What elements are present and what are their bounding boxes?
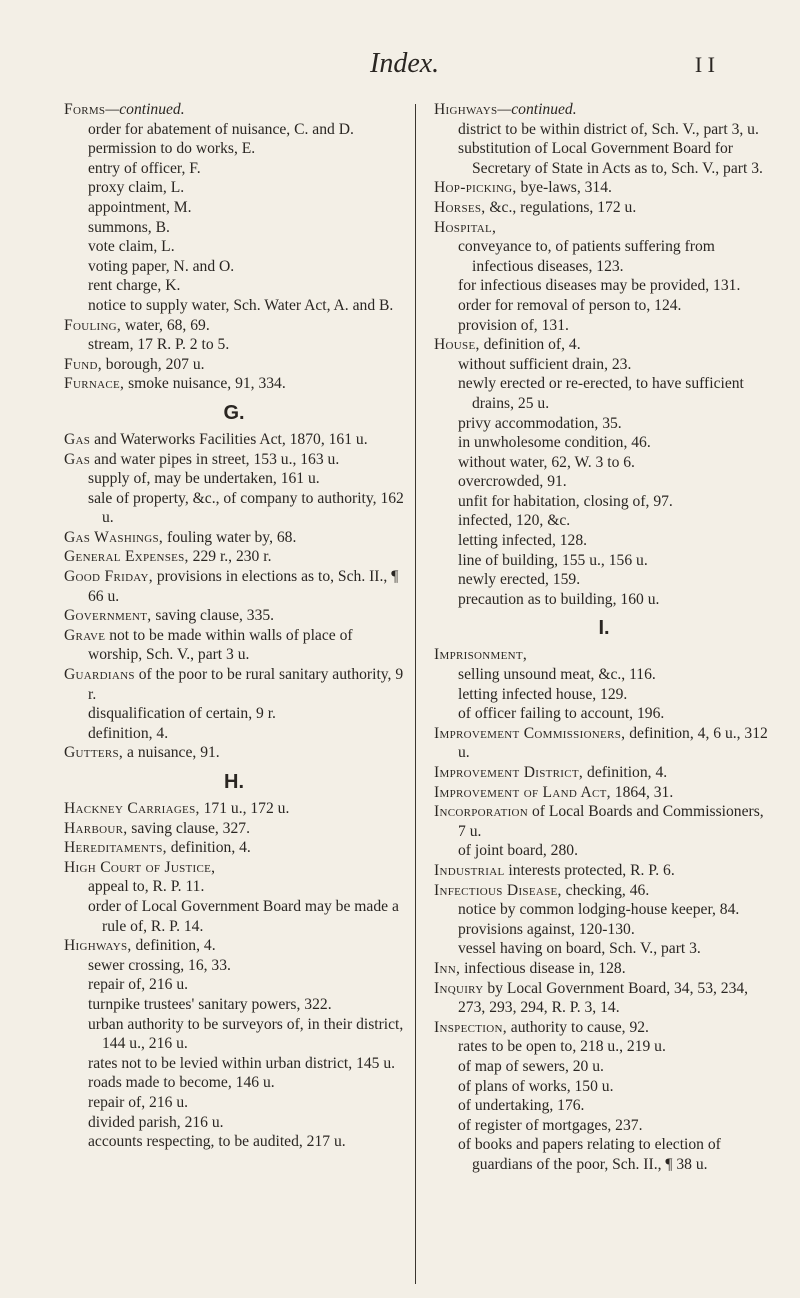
index-term: Hackney Carriages, [64, 800, 200, 817]
index-entry [434, 178, 774, 198]
index-subentry: voting paper, N. and O. [88, 257, 235, 275]
index-entry-text: and water pipes in street, 153 u., 163 u. [90, 450, 340, 468]
index-entry-text: saving clause, 335. [151, 607, 275, 625]
index-term: Guardians [64, 666, 135, 684]
index-term: Fund, [64, 355, 102, 373]
index-subentry: order for removal of person to, 124. [458, 296, 682, 314]
index-subentry: district to be within district of, Sch. V., part 3, u. [458, 120, 759, 138]
index-subentry: in unwholesome condition, 46. [458, 434, 651, 452]
index-subentry: divided parish, 216 u. [88, 1113, 224, 1131]
index-entry-text: authority to cause, 92. [506, 1018, 649, 1036]
index-subentry: newly erected or re-erected, to have sufficient drains, 25 u. [458, 375, 744, 412]
index-term: Grave [64, 626, 106, 644]
index-entry-text: definition, 4. [583, 764, 668, 781]
index-subentry: notice to supply water, Sch. Water Act, A. and B. [88, 296, 394, 314]
index-entry [64, 374, 404, 394]
index-subentry: appeal to, R. P. 11. [88, 878, 205, 896]
index-entry-text: interests protected, R. P. 6. [504, 861, 675, 879]
index-subentry: roads made to become, 146 u. [88, 1074, 275, 1092]
index-subentry: of books and papers relating to election of guardians of the poor, Sch. II., ¶ 38 u. [458, 1136, 721, 1173]
index-entry-text: not to be made within walls of place of worship, Sch. V., part 3 u. [88, 626, 353, 664]
index-entry [64, 743, 404, 763]
page-header [0, 48, 800, 88]
index-subentry: without sufficient drain, 23. [458, 355, 632, 373]
index-entry [434, 881, 774, 901]
index-entry [434, 861, 774, 881]
index-term: Horses, [434, 198, 486, 216]
index-term: Hospital, [434, 218, 497, 236]
index-entry-text: saving clause, 327. [127, 819, 250, 837]
index-subentry: turnpike trustees' sanitary powers, 322. [88, 995, 332, 1013]
index-entry-text: definition, 4, 6 u., 312 u. [458, 724, 768, 762]
index-subentry: repair of, 216 u. [88, 1093, 189, 1111]
index-entry-text: water, 68, 69. [121, 316, 210, 334]
index-entry-text: smoke nuisance, 91, 334. [124, 375, 286, 393]
index-term: Gutters, [64, 744, 124, 762]
index-entry [64, 528, 404, 548]
index-term: Improvement of Land Act, [434, 783, 611, 801]
index-subentry: definition, 4. [88, 724, 169, 742]
index-entry-text: 1864, 31. [610, 783, 674, 801]
index-subentry: provisions against, 120-130. [458, 920, 635, 938]
index-term: Inquiry [434, 979, 484, 997]
index-subentry: sale of property, &c., of company to authority, 162 u. [88, 489, 404, 527]
index-subentry: of joint board, 280. [458, 842, 578, 860]
index-term: Industrial [434, 861, 505, 879]
index-subentry: selling unsound meat, &c., 116. [458, 666, 656, 684]
index-subentry: of register of mortgages, 237. [458, 1116, 643, 1134]
index-entry-text: &c., regulations, 172 u. [485, 198, 637, 216]
index-entry-text: 229 r., 230 r. [188, 548, 272, 566]
index-entry [64, 665, 404, 704]
index-subentry: order of Local Government Board may be made a rule of, R. P. 14. [88, 897, 399, 935]
index-subentry: proxy claim, L. [88, 179, 185, 197]
index-entry [64, 838, 404, 858]
page-title: Index. [370, 48, 440, 79]
index-term: Inn, [434, 959, 461, 977]
index-entry [434, 783, 774, 803]
index-subentry: of officer failing to account, 196. [458, 705, 665, 723]
index-subentry: substitution of Local Government Board for Secretary of State in Acts as to, Sch. V., part 3. [458, 140, 763, 177]
index-entry [64, 567, 404, 606]
index-term: Imprisonment, [434, 646, 528, 664]
index-subentry: vote claim, L. [88, 238, 175, 256]
index-subentry: without water, 62, W. 3 to 6. [458, 453, 635, 471]
index-entry [434, 100, 774, 120]
continued-label: —continued. [497, 101, 577, 118]
index-subentry: order for abatement of nuisance, C. and D. [88, 120, 354, 138]
index-subentry: vessel having on board, Sch. V., part 3. [458, 940, 701, 958]
index-term: General Expenses, [64, 548, 189, 566]
index-entry [64, 316, 404, 336]
index-term: Gas [64, 450, 91, 468]
index-entry [434, 335, 774, 355]
index-subentry: accounts respecting, to be audited, 217 u. [88, 1133, 346, 1151]
index-subentry: sewer crossing, 16, 33. [88, 956, 231, 974]
index-subentry: rates to be open to, 218 u., 219 u. [458, 1038, 666, 1056]
index-subentry: notice by common lodging-house keeper, 84. [458, 901, 740, 919]
index-term: Fouling, [64, 316, 122, 334]
index-term: Highways [434, 101, 498, 118]
index-entry-text: by Local Government Board, 34, 53, 234, 273, 293, 294, R. P. 3, 14. [458, 979, 749, 1017]
index-term: Gas [64, 430, 91, 448]
index-subentry: supply of, may be undertaken, 161 u. [88, 470, 320, 488]
index-subentry: of map of sewers, 20 u. [458, 1057, 604, 1075]
index-entry-text: infectious disease in, 128. [460, 959, 626, 977]
index-entry-text: of the poor to be rural sanitary authority, 9 r. [88, 666, 404, 703]
index-entry [64, 799, 404, 819]
index-entry [64, 355, 404, 375]
index-subentry: provision of, 131. [458, 316, 569, 334]
index-subentry: letting infected house, 129. [458, 685, 628, 703]
index-entry [64, 547, 404, 567]
index-entry-text: definition, 4. [166, 839, 251, 857]
right-column [434, 100, 774, 1174]
section-letter: G. [223, 401, 245, 424]
index-entry [64, 819, 404, 839]
index-subentry: stream, 17 R. P. 2 to 5. [88, 336, 230, 354]
index-subentry: infected, 120, &c. [458, 512, 571, 530]
index-entry [434, 218, 774, 238]
index-term: High Court of Justice, [64, 858, 216, 876]
index-entry-text: bye-laws, 314. [516, 179, 612, 197]
index-subentry: of undertaking, 176. [458, 1097, 585, 1115]
section-letter: H. [224, 771, 244, 793]
index-entry [64, 100, 404, 120]
index-subentry: rates not to be levied within urban district, 145 u. [88, 1054, 396, 1072]
left-column [64, 100, 404, 1152]
index-entry [64, 606, 404, 626]
index-entry [434, 1018, 774, 1038]
index-entry [434, 724, 774, 763]
index-entry [64, 626, 404, 665]
index-term: Hop-picking, [434, 179, 517, 197]
index-subentry: overcrowded, 91. [458, 473, 567, 491]
index-entry-text: and Waterworks Facilities Act, 1870, 161 u. [90, 430, 368, 448]
index-entry-text: definition of, 4. [479, 336, 581, 354]
index-term: Incorporation [434, 803, 529, 821]
index-subentry: newly erected, 159. [458, 571, 581, 589]
index-subentry: urban authority to be surveyors of, in their district, 144 u., 216 u. [88, 1015, 404, 1053]
index-term: Infectious Disease, [434, 881, 562, 899]
index-entry-text: definition, 4. [131, 937, 216, 955]
index-entry-text: fouling water by, 68. [163, 528, 297, 546]
index-subentry: precaution as to building, 160 u. [458, 590, 660, 608]
index-entry [434, 979, 774, 1018]
index-entry [434, 198, 774, 218]
index-entry [434, 645, 774, 665]
index-subentry: line of building, 155 u., 156 u. [458, 551, 648, 569]
index-subentry: summons, B. [88, 218, 170, 236]
index-entry-text: borough, 207 u. [101, 355, 205, 373]
continued-label: —continued. [105, 101, 185, 118]
index-subentry: disqualification of certain, 9 r. [88, 705, 276, 723]
index-entry [434, 802, 774, 841]
index-entry-text: a nuisance, 91. [123, 744, 220, 762]
index-term: Highways, [64, 937, 132, 955]
index-entry [64, 450, 404, 470]
index-subentry: repair of, 216 u. [88, 976, 189, 994]
index-subentry: unfit for habitation, closing of, 97. [458, 492, 673, 510]
index-entry [434, 763, 774, 783]
index-term: Hereditaments, [64, 839, 167, 857]
index-subentry: rent charge, K. [88, 277, 181, 295]
index-term: Gas Washings, [64, 528, 164, 546]
index-term: Forms [64, 101, 106, 118]
index-subentry: entry of officer, F. [88, 159, 201, 177]
index-term: House, [434, 336, 480, 354]
index-term: Furnace, [64, 375, 125, 393]
section-letter: I. [598, 617, 610, 640]
index-subentry: permission to do works, E. [88, 140, 256, 158]
index-entry [64, 936, 404, 956]
index-term: Inspection, [434, 1018, 507, 1036]
column-divider [415, 104, 416, 1284]
index-entry [64, 858, 404, 878]
index-subentry: privy accommodation, 35. [458, 414, 622, 432]
index-subentry: letting infected, 128. [458, 532, 588, 550]
index-entry-text: of Local Boards and Commissioners, 7 u. [458, 803, 764, 840]
index-term: Harbour, [64, 819, 128, 837]
index-subentry: for infectious diseases may be provided, 131. [458, 277, 741, 295]
index-term: Good Friday, [64, 568, 153, 586]
index-subentry: of plans of works, 150 u. [458, 1077, 614, 1095]
index-entry-text: checking, 46. [561, 881, 650, 899]
index-entry-text: provisions in elections as to, Sch. II., ¶ 66 u. [88, 568, 399, 605]
page-number: I I [694, 52, 715, 77]
index-term: Improvement District, [434, 764, 584, 781]
index-term: Improvement Commissioners, [434, 724, 626, 742]
index-entry [64, 430, 404, 450]
index-entry-text: 171 u., 172 u. [199, 800, 290, 817]
index-term: Government, [64, 607, 152, 625]
index-subentry: appointment, M. [88, 198, 192, 216]
index-entry [434, 959, 774, 979]
index-subentry: conveyance to, of patients suffering from infectious diseases, 123. [458, 238, 715, 275]
